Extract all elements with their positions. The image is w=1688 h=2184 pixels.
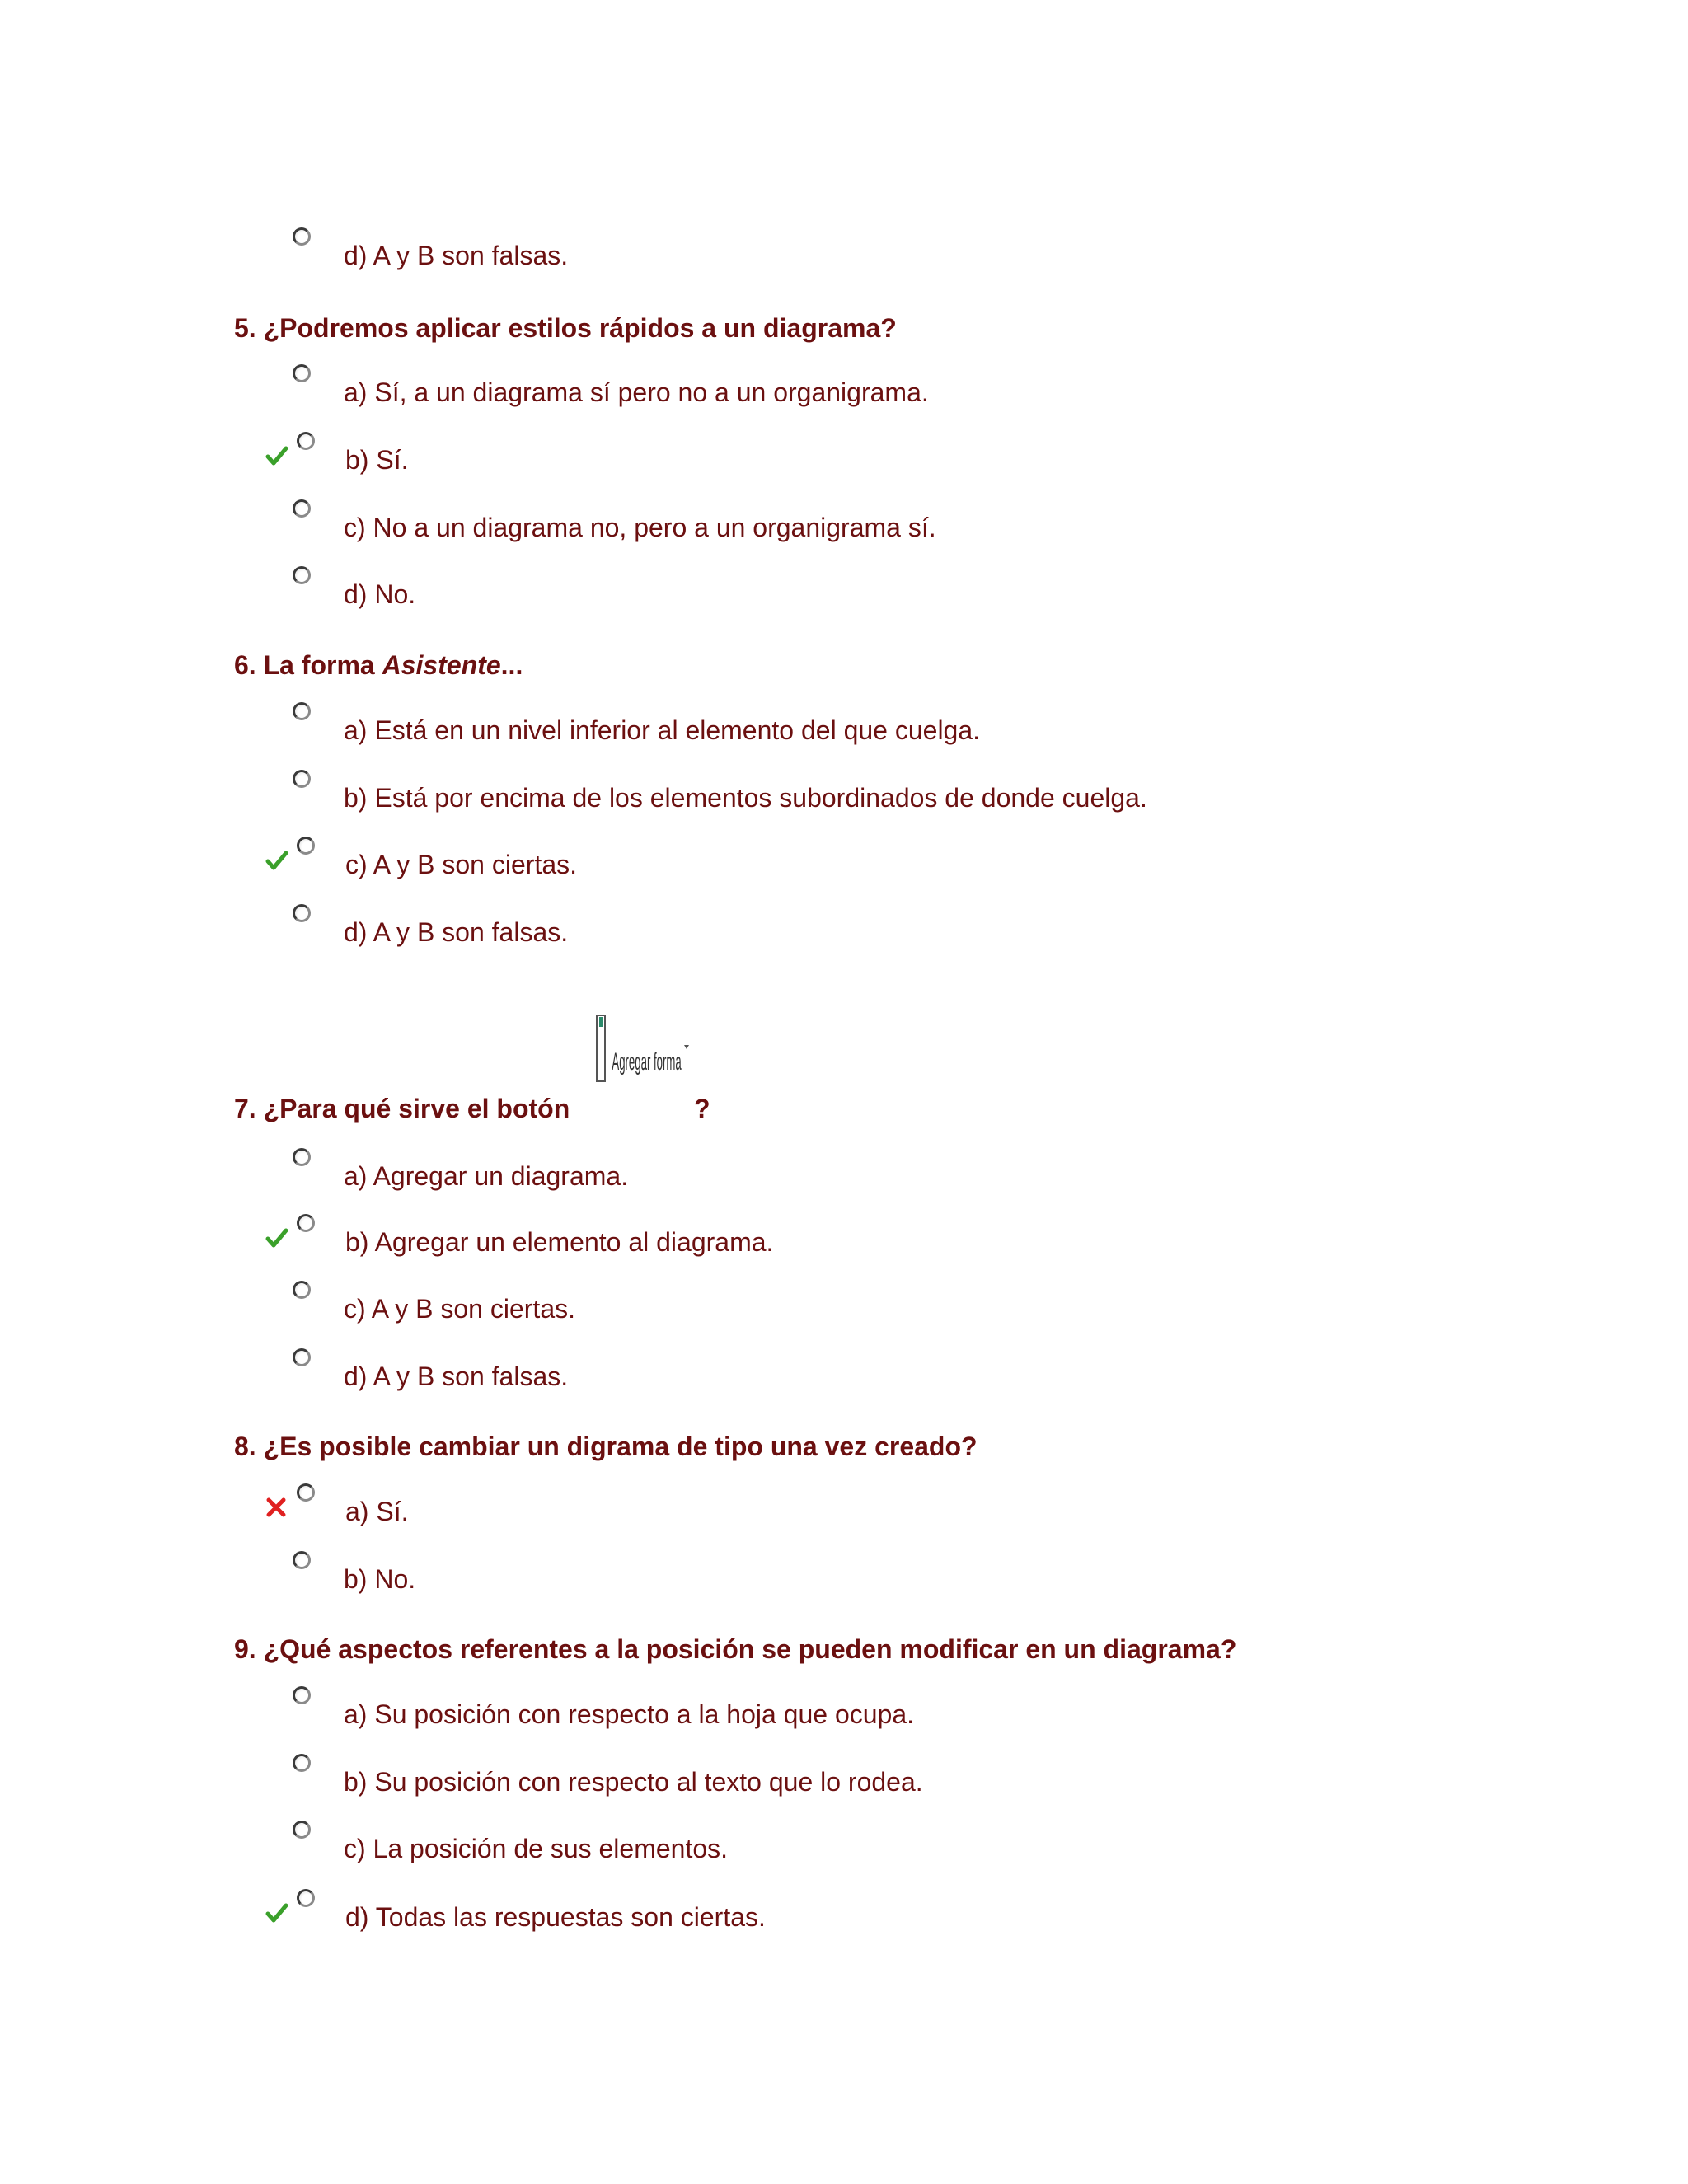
radio-button[interactable] [297, 1889, 315, 1907]
radio-button[interactable] [293, 770, 311, 788]
radio-button[interactable] [293, 1148, 311, 1166]
option-label: c) A y B son ciertas. [344, 1294, 575, 1324]
option-q8-a[interactable] [0, 1479, 1688, 1528]
option-q5-c[interactable] [0, 494, 1688, 544]
question-number: 6. [234, 650, 256, 680]
radio-button[interactable] [293, 904, 311, 922]
radio-button[interactable] [297, 432, 315, 450]
question-number: 5. [234, 313, 256, 343]
question-5 [234, 313, 897, 344]
option-label: d) A y B son falsas. [344, 1361, 569, 1391]
option-label: d) A y B son falsas. [344, 241, 569, 270]
option-label: d) A y B son falsas. [344, 917, 569, 947]
option-label: a) Está en un nivel inferior al elemento del que cuelga. [344, 715, 981, 745]
option-q9-b[interactable] [0, 1749, 1688, 1798]
option-label: a) Agregar un diagrama. [344, 1161, 629, 1191]
option-q4-d[interactable] [0, 223, 1688, 272]
option-label: a) Su posición con respecto a la hoja que ocupa. [344, 1699, 915, 1729]
option-label: a) Sí. [345, 1497, 409, 1526]
correct-check-icon [265, 850, 288, 871]
option-q6-a[interactable] [0, 697, 1688, 747]
option-q5-d[interactable] [0, 561, 1688, 611]
option-q5-b[interactable] [0, 427, 1688, 476]
question-text: ¿Qué aspectos referentes a la posición se pueden modificar en un diagrama? [263, 1634, 1237, 1664]
option-q7-c[interactable] [0, 1276, 1688, 1325]
radio-button[interactable] [293, 1551, 311, 1569]
option-label: b) Está por encima de los elementos subordinados de donde cuelga. [344, 783, 1147, 813]
correct-check-icon [265, 1902, 288, 1924]
question-number: 8. [234, 1432, 256, 1461]
radio-button[interactable] [293, 1754, 311, 1772]
option-q7-b[interactable] [0, 1209, 1688, 1258]
question-text: ¿Podremos aplicar estilos rápidos a un diagrama? [263, 313, 897, 343]
question-text-suffix: ? [694, 1094, 710, 1123]
radio-button[interactable] [293, 1281, 311, 1299]
option-q7-d[interactable] [0, 1343, 1688, 1393]
radio-button[interactable] [293, 1821, 311, 1839]
option-q6-b[interactable] [0, 765, 1688, 814]
radio-button[interactable] [293, 702, 311, 720]
option-q6-d[interactable] [0, 899, 1688, 949]
radio-button[interactable] [297, 837, 315, 855]
option-label: b) Su posición con respecto al texto que lo rodea. [344, 1767, 923, 1797]
option-label: c) No a un diagrama no, pero a un organigrama sí. [344, 513, 936, 542]
option-label: c) A y B son ciertas. [345, 850, 577, 879]
question-number: 7. [234, 1094, 256, 1123]
option-label: b) No. [344, 1564, 416, 1594]
question-text-suffix: ... [500, 650, 523, 680]
option-label: b) Agregar un elemento al diagrama. [345, 1227, 774, 1257]
option-label: a) Sí, a un diagrama sí pero no a un organigrama. [344, 377, 929, 407]
incorrect-cross-icon [265, 1497, 287, 1518]
question-text-prefix: La forma [263, 650, 382, 680]
option-label: d) No. [344, 579, 416, 609]
option-q9-a[interactable] [0, 1681, 1688, 1731]
question-9 [234, 1634, 1236, 1665]
agregar-forma-label: Agregar forma [612, 1047, 682, 1076]
correct-check-icon [265, 445, 288, 466]
option-q8-b[interactable] [0, 1546, 1688, 1596]
question-6 [234, 650, 523, 681]
radio-button[interactable] [293, 364, 311, 382]
radio-button[interactable] [293, 227, 311, 246]
correct-check-icon [265, 1227, 288, 1249]
question-8 [234, 1432, 978, 1462]
option-q9-c[interactable] [0, 1816, 1688, 1865]
option-q7-a[interactable] [0, 1143, 1688, 1193]
radio-button[interactable] [293, 566, 311, 584]
radio-button[interactable] [293, 1348, 311, 1366]
radio-button[interactable] [297, 1483, 315, 1502]
option-label: d) Todas las respuestas son ciertas. [345, 1902, 766, 1932]
option-label: c) La posición de sus elementos. [344, 1834, 729, 1863]
question-text-prefix: ¿Para qué sirve el botón [263, 1094, 570, 1123]
option-q5-a[interactable] [0, 359, 1688, 409]
question-7-suffix [694, 1094, 710, 1124]
option-q9-d[interactable] [0, 1884, 1688, 1933]
option-q6-c[interactable] [0, 832, 1688, 881]
radio-button[interactable] [293, 1686, 311, 1704]
radio-button[interactable] [293, 499, 311, 518]
question-text: ¿Es posible cambiar un digrama de tipo una vez creado? [263, 1432, 978, 1461]
question-7 [234, 1094, 570, 1124]
question-number: 9. [234, 1634, 256, 1664]
question-text-italic: Asistente [382, 650, 501, 680]
radio-button[interactable] [297, 1214, 315, 1232]
agregar-forma-button-image [595, 1012, 694, 1088]
option-label: b) Sí. [345, 445, 409, 475]
